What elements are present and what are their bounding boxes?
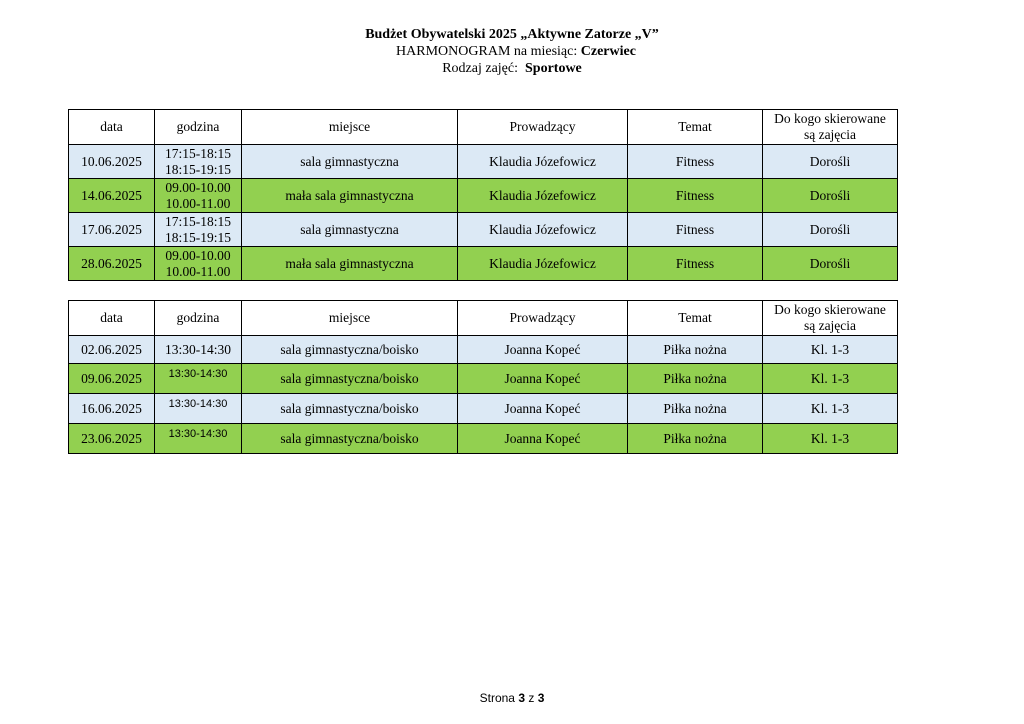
cell-date: 02.06.2025	[69, 336, 155, 364]
table-row	[69, 336, 898, 364]
footer-separator: z	[528, 691, 535, 705]
schedule-month: Czerwiec	[580, 44, 636, 59]
cell-place: sala gimnastyczna/boisko	[242, 364, 458, 394]
schedule-prefix: HARMONOGRAM na miesiąc:	[396, 44, 578, 59]
col-header-date: data	[69, 110, 155, 145]
document-title: Budżet Obywatelski 2025 „Aktywne Zatorze „V”	[365, 27, 659, 42]
schedule-table-football	[68, 300, 898, 454]
col-header-place: miejsce	[242, 110, 458, 145]
cell-topic: Piłka nożna	[628, 336, 763, 364]
cell-place: sala gimnastyczna	[242, 145, 458, 179]
footer-label: Strona	[479, 691, 515, 705]
document-header	[0, 26, 1024, 77]
cell-place: sala gimnastyczna/boisko	[242, 336, 458, 364]
table-row	[69, 424, 898, 454]
col-header-place: miejsce	[242, 301, 458, 336]
cell-time: 17:15-18:15 18:15-19:15	[155, 213, 242, 247]
cell-leader: Klaudia Józefowicz	[458, 179, 628, 213]
footer-page-number: 3	[518, 691, 525, 705]
col-header-time: godzina	[155, 110, 242, 145]
cell-date: 16.06.2025	[69, 394, 155, 424]
activity-type: Sportowe	[525, 61, 582, 76]
col-header-target: Do kogo skierowane są zajęcia	[763, 110, 898, 145]
cell-leader: Klaudia Józefowicz	[458, 213, 628, 247]
cell-leader: Joanna Kopeć	[458, 336, 628, 364]
table-header-row	[69, 110, 898, 145]
cell-date: 23.06.2025	[69, 424, 155, 454]
cell-time: 13:30-14:30	[155, 364, 242, 394]
schedule-table-fitness	[68, 109, 898, 281]
cell-target: Kl. 1-3	[763, 364, 898, 394]
page-footer	[0, 691, 1024, 705]
col-header-leader: Prowadzący	[458, 110, 628, 145]
cell-place: sala gimnastyczna	[242, 213, 458, 247]
table-row	[69, 213, 898, 247]
cell-time: 17:15-18:15 18:15-19:15	[155, 145, 242, 179]
col-header-date: data	[69, 301, 155, 336]
col-header-topic: Temat	[628, 301, 763, 336]
table-header-row	[69, 301, 898, 336]
table-row	[69, 179, 898, 213]
cell-leader: Klaudia Józefowicz	[458, 145, 628, 179]
cell-place: mała sala gimnastyczna	[242, 247, 458, 281]
cell-date: 14.06.2025	[69, 179, 155, 213]
cell-target: Kl. 1-3	[763, 336, 898, 364]
cell-leader: Joanna Kopeć	[458, 424, 628, 454]
cell-target: Dorośli	[763, 145, 898, 179]
footer-total-pages: 3	[537, 691, 545, 705]
cell-target: Dorośli	[763, 247, 898, 281]
cell-place: sala gimnastyczna/boisko	[242, 424, 458, 454]
activity-type-line	[0, 60, 1024, 77]
cell-topic: Piłka nożna	[628, 364, 763, 394]
cell-place: mała sala gimnastyczna	[242, 179, 458, 213]
cell-time: 09.00-10.00 10.00-11.00	[155, 179, 242, 213]
cell-date: 10.06.2025	[69, 145, 155, 179]
cell-leader: Joanna Kopeć	[458, 394, 628, 424]
schedule-line	[0, 43, 1024, 60]
cell-target: Dorośli	[763, 213, 898, 247]
cell-topic: Piłka nożna	[628, 424, 763, 454]
cell-target: Dorośli	[763, 179, 898, 213]
cell-date: 09.06.2025	[69, 364, 155, 394]
cell-leader: Joanna Kopeć	[458, 364, 628, 394]
cell-target: Kl. 1-3	[763, 424, 898, 454]
table-row	[69, 247, 898, 281]
col-header-leader: Prowadzący	[458, 301, 628, 336]
cell-topic: Fitness	[628, 247, 763, 281]
cell-leader: Klaudia Józefowicz	[458, 247, 628, 281]
cell-place: sala gimnastyczna/boisko	[242, 394, 458, 424]
cell-topic: Fitness	[628, 179, 763, 213]
cell-target: Kl. 1-3	[763, 394, 898, 424]
cell-date: 28.06.2025	[69, 247, 155, 281]
cell-time: 13:30-14:30	[155, 394, 242, 424]
cell-date: 17.06.2025	[69, 213, 155, 247]
cell-topic: Piłka nożna	[628, 394, 763, 424]
cell-time: 13:30-14:30	[155, 336, 242, 364]
table-row	[69, 394, 898, 424]
activity-type-prefix: Rodzaj zajęć:	[442, 61, 518, 76]
col-header-topic: Temat	[628, 110, 763, 145]
col-header-target: Do kogo skierowane są zajęcia	[763, 301, 898, 336]
cell-topic: Fitness	[628, 145, 763, 179]
cell-time: 09.00-10.00 10.00-11.00	[155, 247, 242, 281]
table-row	[69, 145, 898, 179]
cell-topic: Fitness	[628, 213, 763, 247]
table-row	[69, 364, 898, 394]
col-header-time: godzina	[155, 301, 242, 336]
cell-time: 13:30-14:30	[155, 424, 242, 454]
